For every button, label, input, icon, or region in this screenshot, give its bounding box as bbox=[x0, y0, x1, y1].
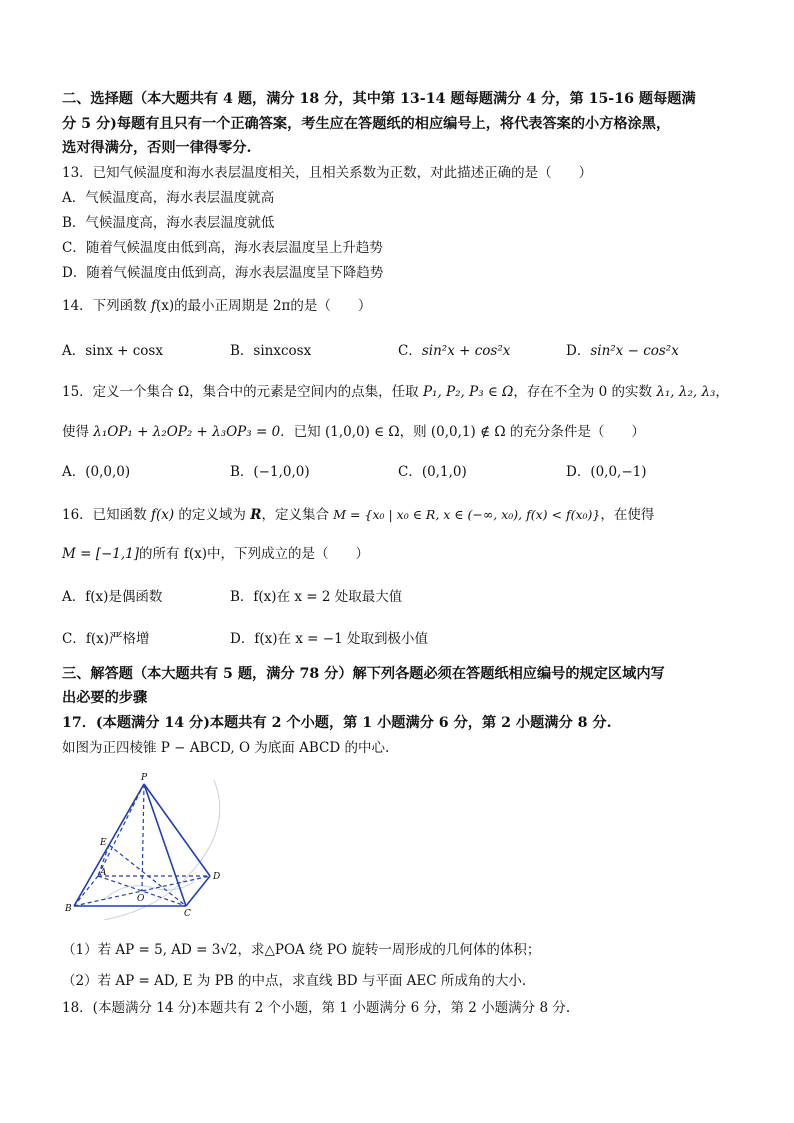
q16-stem-part1: 16．已知函数 bbox=[62, 507, 151, 523]
q16-option-a: A．f(x)是偶函数 bbox=[62, 589, 163, 605]
label-c: C bbox=[184, 909, 191, 919]
q16-option-c: C．f(x)严格增 bbox=[62, 631, 150, 647]
q16-option-d: D．f(x)在 x = −1 处取到极小值 bbox=[230, 631, 428, 647]
q14-stem-prefix: 14．下列函数 bbox=[62, 298, 151, 314]
label-d: D bbox=[213, 872, 221, 882]
label-a: A bbox=[100, 868, 107, 878]
q13-option-b: B．气候温度高，海水表层温度就低 bbox=[62, 215, 275, 231]
section2-heading-line3: 选对得满分，否则一律得零分. bbox=[62, 140, 252, 156]
q16-stem-line1 bbox=[62, 505, 742, 525]
pyramid-figure bbox=[64, 770, 244, 920]
q15-option-b: B．(−1,0,0) bbox=[230, 464, 310, 480]
q14-stem-f: f bbox=[150, 298, 156, 314]
label-p: P bbox=[141, 773, 148, 783]
q13-stem: 13．已知气候温度和海水表层温度相关，且相关系数为正数，对此描述正确的是（ ） bbox=[62, 165, 593, 181]
edge-pc bbox=[144, 784, 186, 906]
q16-domain-r: R bbox=[250, 507, 262, 523]
watermark-arc bbox=[104, 780, 220, 920]
q16-stem-line2 bbox=[62, 544, 742, 564]
section2-heading-line2: 分 5 分)每题有且只有一个正确答案，考生应在答题纸的相应编号上，将代表答案的小方格涂黑， bbox=[62, 116, 671, 132]
q17-heading: 17．(本题满分 14 分)本题共有 2 个小题，第 1 小题满分 6 分，第 2 小题满分 8 分. bbox=[62, 715, 612, 731]
q14-options-row bbox=[62, 341, 742, 361]
q14-stem-suffix: 的最小正周期是 2π的是（ ） bbox=[174, 298, 372, 314]
q16-options-row1 bbox=[62, 587, 742, 607]
q16-option-b: B．f(x)在 x = 2 处取最大值 bbox=[230, 589, 403, 605]
q15-option-d: D．(0,0,−1) bbox=[566, 464, 647, 480]
q14-option-c-label: C． bbox=[398, 343, 422, 359]
q14-option-c-math: sin²x + cos²x bbox=[421, 343, 511, 359]
q14-option-a: A．sinx + cosx bbox=[62, 343, 163, 359]
q16-stem-part2: 的定义域为 bbox=[174, 507, 251, 523]
label-e: E bbox=[100, 838, 107, 848]
q15-stem-part2: ，存在不全为 0 的实数 bbox=[513, 384, 657, 400]
section3-heading-line1: 三、解答题（本大题共有 5 题，满分 78 分）解下列各题必须在答题纸相应编号的规定区域内写 bbox=[62, 666, 665, 682]
q14-option-d-math: sin²x − cos²x bbox=[590, 343, 679, 359]
q15-stem-part1: 15．定义一个集合 Ω，集合中的元素是空间内的点集，任取 bbox=[62, 384, 423, 400]
section2-heading-line1: 二、选择题（本大题共有 4 题，满分 18 分，其中第 13-14 题每题满分 4 分，第 15-16 题每题满 bbox=[62, 91, 696, 107]
q15-stem-line1 bbox=[62, 382, 742, 402]
q14-option-b: B．sinxcosx bbox=[230, 343, 312, 359]
q14-option-c bbox=[398, 341, 510, 361]
q17-intro: 如图为正四棱锥 P − ABCD, O 为底面 ABCD 的中心. bbox=[62, 740, 390, 756]
edge-pa bbox=[98, 784, 144, 876]
edge-pd bbox=[144, 784, 210, 876]
q16-set-value: M = [−1,1] bbox=[62, 546, 140, 562]
q18-heading: 18．(本题满分 14 分)本题共有 2 个小题，第 1 小题满分 6 分，第 2 小题满分 8 分. bbox=[62, 1000, 571, 1016]
q14-stem-x: (x) bbox=[155, 298, 175, 314]
q15-stem-part3: ， bbox=[715, 384, 729, 400]
q15-options-row bbox=[62, 462, 742, 482]
q14-option-d-label: D． bbox=[566, 343, 591, 359]
label-o: O bbox=[137, 894, 145, 904]
q13-option-d: D．随着气候温度由低到高，海水表层温度呈下降趋势 bbox=[62, 265, 384, 281]
q16-set-definition: M = {x₀ | x₀ ∈ R, x ∈ (−∞, x₀), f(x) < f(x₀)} bbox=[333, 507, 601, 522]
q16-fx: f(x) bbox=[150, 507, 175, 523]
q15-vector-equation: λ₁OP₁ + λ₂OP₂ + λ₃OP₃ = 0 bbox=[93, 424, 281, 440]
q15-stem-part4: 使得 bbox=[62, 424, 94, 440]
q15-option-a: A．(0,0,0) bbox=[62, 464, 131, 480]
q14-stem bbox=[62, 296, 742, 316]
q15-lambdas-math: λ₁, λ₂, λ₃ bbox=[656, 384, 716, 400]
q15-stem-line2 bbox=[62, 422, 742, 442]
section3-heading-line2: 出必要的步骤 bbox=[62, 690, 148, 706]
q15-points-math: P₁, P₂, P₃ ∈ Ω bbox=[422, 384, 514, 400]
q17-part2: （2）若 AP = AD, E 为 PB 的中点，求直线 BD 与平面 AEC 所成角的大小. bbox=[62, 973, 527, 989]
q16-options-row2 bbox=[62, 629, 742, 649]
label-b: B bbox=[65, 904, 72, 914]
q16-stem-part3: ，定义集合 bbox=[261, 507, 334, 523]
q15-option-c: C．(0,1,0) bbox=[398, 464, 467, 480]
q16-stem-part5: 的所有 f(x)中，下列成立的是（ ） bbox=[139, 546, 369, 562]
q17-part1: （1）若 AP = 5, AD = 3√2，求△POA 绕 PO 旋转一周形成的几何体的体积； bbox=[62, 942, 541, 958]
q15-stem-part5: ．已知 (1,0,0) ∈ Ω，则 (0,0,1) ∉ Ω 的充分条件是（ ） bbox=[280, 424, 645, 440]
q13-option-c: C．随着气候温度由低到高，海水表层温度呈上升趋势 bbox=[62, 240, 383, 256]
q16-stem-part4: ，在使得 bbox=[600, 507, 655, 523]
q13-option-a: A．气候温度高，海水表层温度就高 bbox=[62, 190, 275, 206]
edge-cd bbox=[186, 876, 210, 906]
q14-option-d bbox=[566, 341, 679, 361]
height-po bbox=[142, 784, 144, 891]
